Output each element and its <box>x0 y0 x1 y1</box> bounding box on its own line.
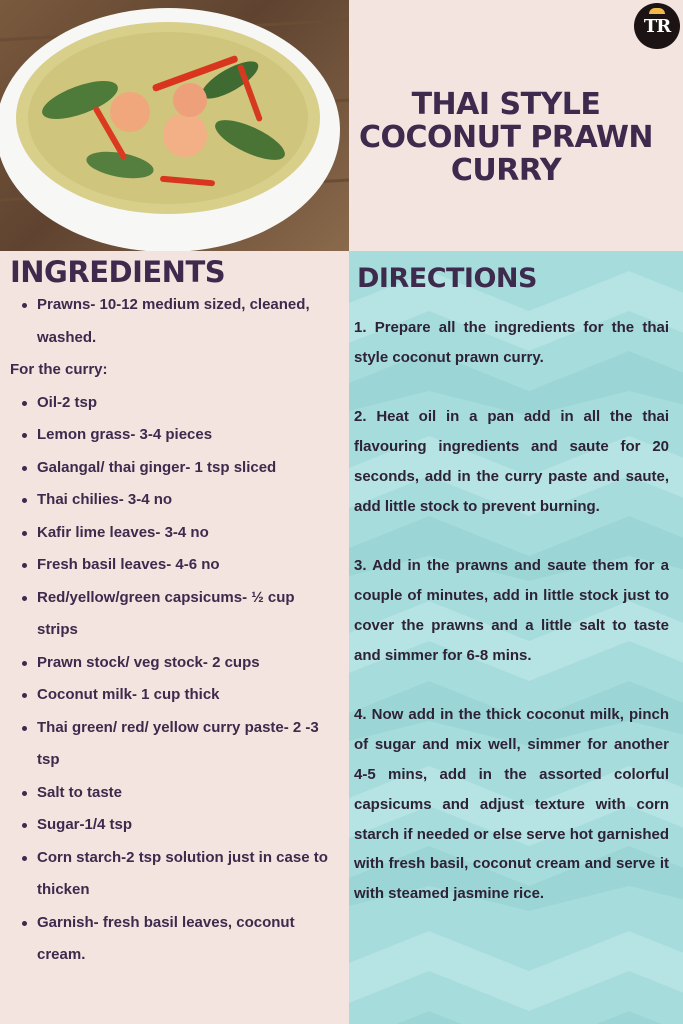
curry-photo <box>0 0 349 251</box>
ingredient-item: Galangal/ thai ginger- 1 tsp sliced <box>0 452 340 485</box>
sunrise-icon <box>649 8 665 14</box>
ingredient-item: Prawn stock/ veg stock- 2 cups <box>0 647 340 680</box>
ingredient-item: Sugar-1/4 tsp <box>0 809 340 842</box>
ingredient-item: Red/yellow/green capsicums- ½ cup strips <box>0 582 340 647</box>
direction-step: 2. Heat oil in a pan add in all the thai flavouring ingredients and saute for 20 seconds, add in the curry paste and saute, add little stock to prevent burning. <box>354 408 669 515</box>
ingredient-item: Kafir lime leaves- 3-4 no <box>0 517 340 550</box>
ingredient-item: Lemon grass- 3-4 pieces <box>0 419 340 452</box>
ingredients-heading: INGREDIENTS <box>10 255 226 289</box>
ingredient-item: Thai green/ red/ yellow curry paste- 2 -3 tsp <box>0 712 340 777</box>
site-logo <box>634 3 680 49</box>
ingredient-subheading: For the curry: <box>10 361 108 378</box>
ingredients-list <box>0 289 340 972</box>
directions-panel <box>349 251 683 1024</box>
logo-text: TR <box>643 15 671 37</box>
ingredient-item: Corn starch-2 tsp solution just in case to thicken <box>0 842 340 907</box>
ingredient-item: Fresh basil leaves- 4-6 no <box>0 549 340 582</box>
ingredient-item: Salt to taste <box>0 777 340 810</box>
ingredient-item: Garnish- fresh basil leaves, coconut cream. <box>0 907 340 972</box>
direction-step: 4. Now add in the thick coconut milk, pinch of sugar and mix well, simmer for another 4-5 mins, add in the assorted colorful capsicums and adjust texture with corn starch if needed or else serve hot garnished with fresh basil, coconut cream and serve it with steamed jasmine rice. <box>354 706 669 903</box>
direction-step: 1. Prepare all the ingredients for the thai style coconut prawn curry. <box>354 319 669 366</box>
ingredient-item: Oil-2 tsp <box>0 387 340 420</box>
recipe-title: THAI STYLE COCONUT PRAWN CURRY <box>358 87 654 188</box>
ingredient-item: Thai chilies- 3-4 no <box>0 484 340 517</box>
ingredient-item: Coconut milk- 1 cup thick <box>0 679 340 712</box>
directions-steps <box>354 313 669 939</box>
curry-bowl-illustration <box>0 0 349 251</box>
ingredient-item: Prawns- 10-12 medium sized, cleaned, washed. <box>0 289 340 354</box>
ingredients-panel <box>0 251 349 1024</box>
directions-heading: DIRECTIONS <box>357 263 537 294</box>
direction-step: 3. Add in the prawns and saute them for a couple of minutes, add in little stock just to cover the prawns and a little salt to taste and simmer for 6-8 mins. <box>354 557 669 664</box>
